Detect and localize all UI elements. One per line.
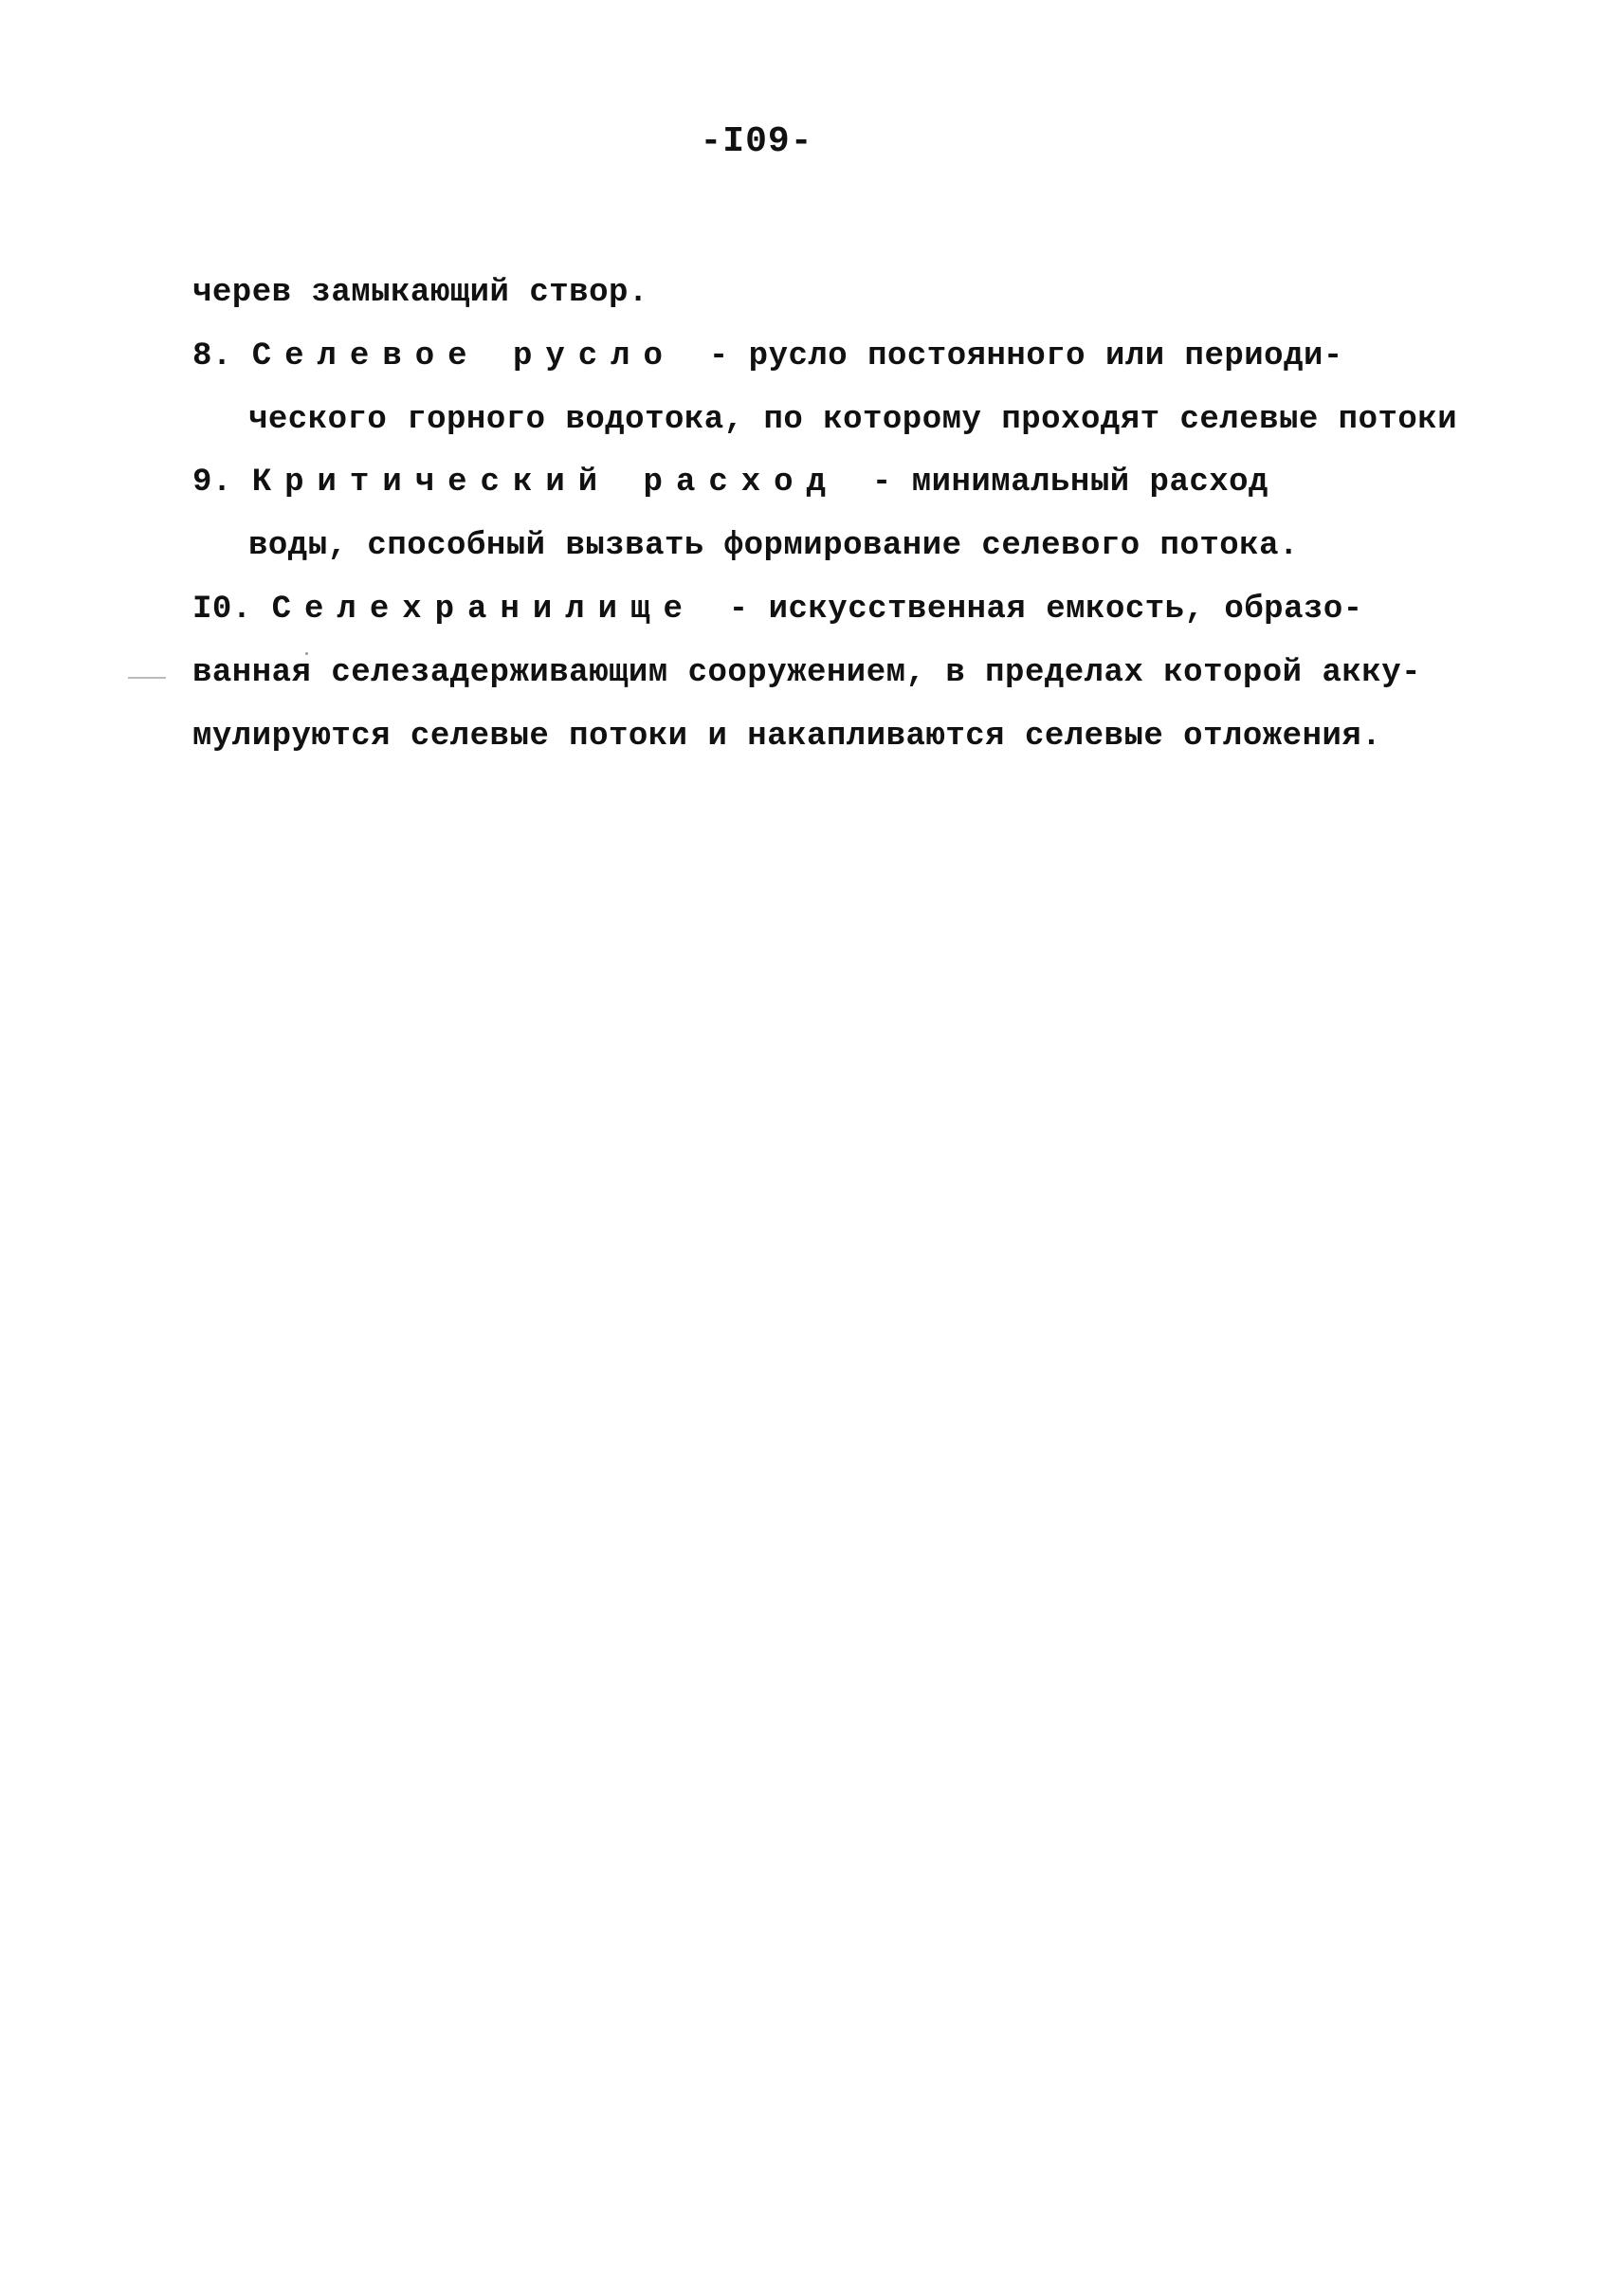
- defined-term: Селехранилище: [271, 592, 696, 628]
- scan-artifact: [128, 677, 166, 679]
- definition-10: [192, 592, 1363, 628]
- body-line-5: воды, способный вызвать формирование селевого потока.: [248, 528, 1299, 564]
- defined-term: Критический расход: [251, 465, 839, 501]
- defined-term: Селевое русло: [251, 338, 676, 374]
- definition-text: - минимальный расход: [871, 465, 1268, 501]
- definition-9: [192, 465, 1268, 501]
- definition-text: - русло постоянного или периоди-: [708, 338, 1343, 374]
- definition-text: - искусственная емкость, образо-: [728, 592, 1363, 628]
- page-number: -I09-: [700, 121, 813, 162]
- definition-8: [192, 338, 1343, 374]
- definition-number: 8.: [192, 338, 232, 374]
- body-line-3: ческого горного водотока, по которому проходят селевые потоки: [248, 402, 1458, 438]
- body-line-1: черев замыкающий створ.: [192, 275, 648, 311]
- definition-number: I0.: [192, 592, 252, 628]
- body-line-8: мулируются селевые потоки и накапливаются селевые отложения.: [192, 719, 1382, 755]
- definition-number: 9.: [192, 465, 232, 501]
- scan-artifact: [305, 652, 308, 655]
- body-line-7: ванная селезадерживающим сооружением, в пределах которой акку-: [192, 655, 1422, 691]
